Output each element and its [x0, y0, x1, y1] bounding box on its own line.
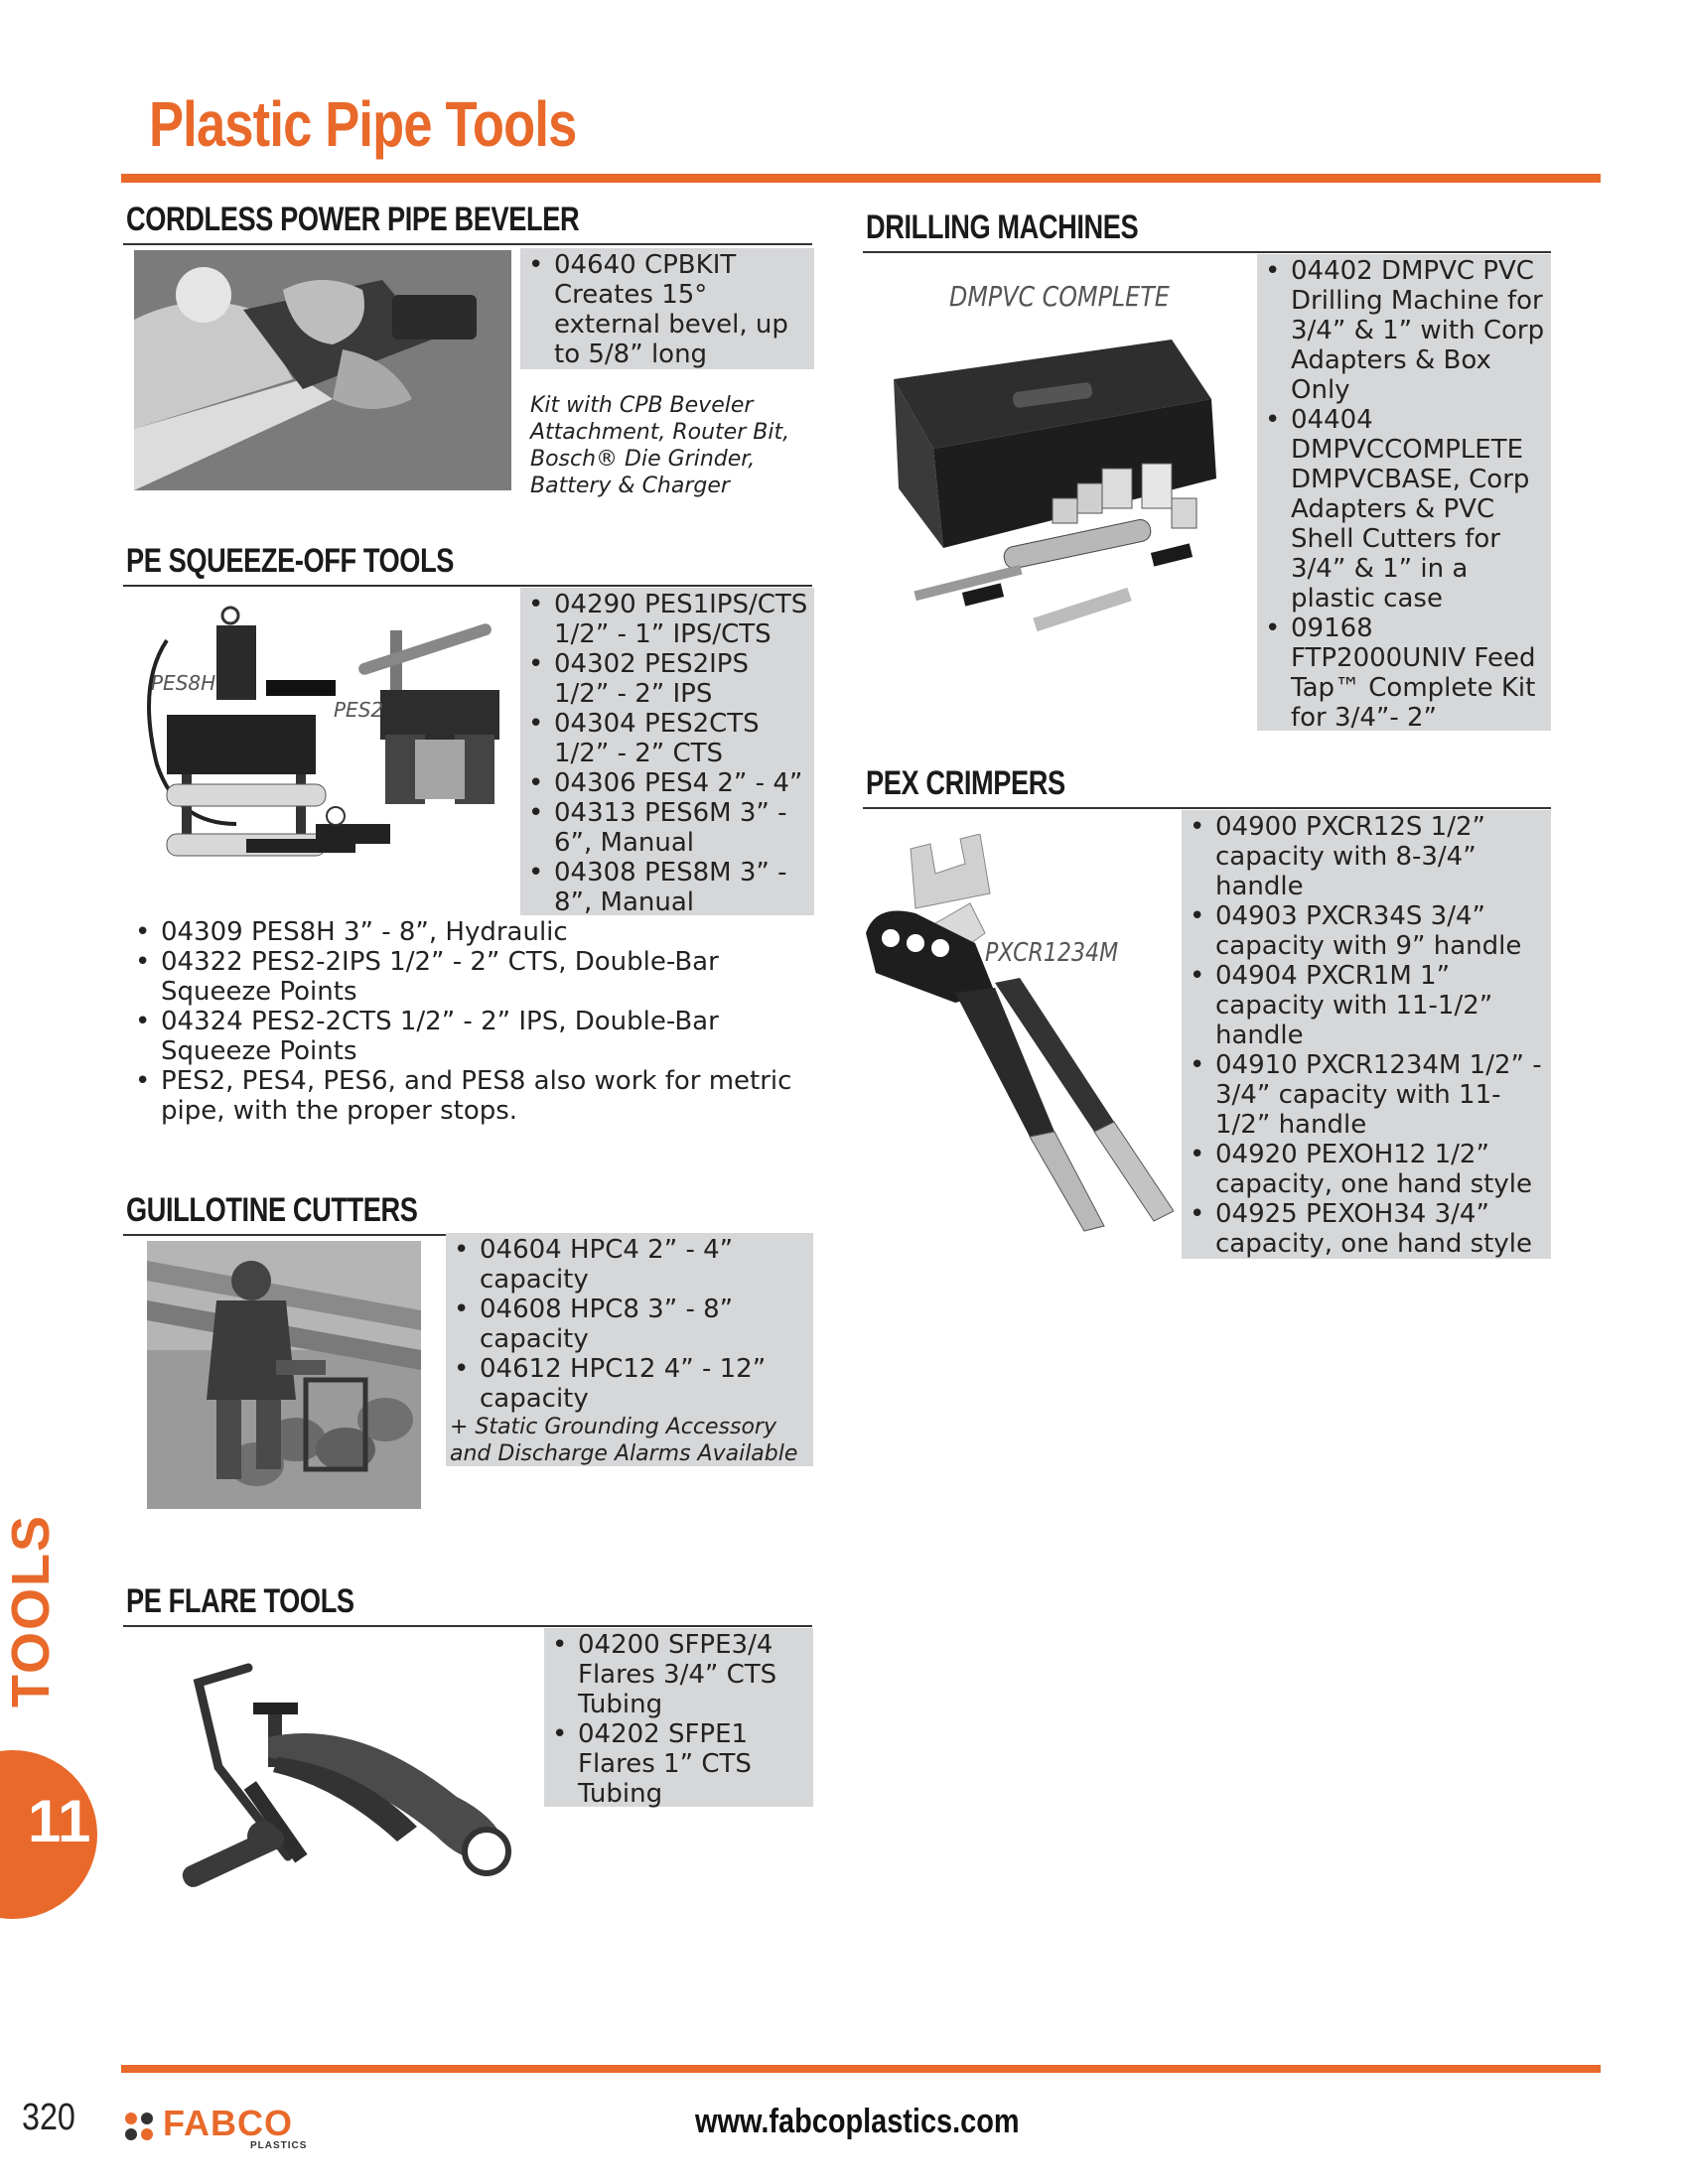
list-item: • 04322 PES2-2IPS 1/2” - 2” CTS, Double-Bar Squeeze Points: [127, 947, 812, 1007]
squeeze-heading: PE SQUEEZE-OFF TOOLS: [126, 542, 455, 580]
pex-photo: [856, 834, 1174, 1241]
beveler-rule: [123, 243, 812, 245]
pes8h-label: PES8H: [151, 671, 216, 695]
squeeze-photo: [127, 596, 516, 874]
drilling-heading: DRILLING MACHINES: [866, 208, 1139, 246]
list-item: • 04302 PES2IPS 1/2” - 2” IPS: [520, 649, 808, 709]
drilling-photo: [874, 260, 1241, 657]
beveler-box: [520, 248, 814, 369]
list-item: • 04604 HPC4 2” - 4” capacity: [446, 1235, 807, 1295]
beveler-note: Kit with CPB Beveler Attachment, Router Bit, Bosch® Die Grinder, Battery & Charger: [530, 393, 790, 498]
list-item: • 04402 DMPVC PVC Drilling Machine for 3/4” & 1” with Corp Adapters & Box Only: [1257, 256, 1545, 405]
list-item: • 04200 SFPE3/4 Flares 3/4” CTS Tubing: [544, 1630, 807, 1719]
list-item: • PES2, PES4, PES6, and PES8 also work for metric pipe, with the proper stops.: [127, 1066, 812, 1126]
pxcr-label: PXCR1234M: [985, 938, 1119, 968]
drilling-rule: [863, 251, 1551, 253]
list-item: • 04920 PEXOH12 1/2” capacity, one hand style: [1182, 1140, 1545, 1199]
flare-box: [544, 1628, 813, 1807]
side-tab-label: TOOLS: [1, 1513, 61, 1707]
list-item: • 04904 PXCR1M 1” capacity with 11-1/2” handle: [1182, 961, 1545, 1050]
list-item: • 04903 PXCR34S 3/4” capacity with 9” handle: [1182, 901, 1545, 961]
logo-subtext: PLASTICS: [250, 2140, 308, 2151]
squeeze-box: [520, 588, 814, 915]
list-item: • 04308 PES8M 3” - 8”, Manual: [520, 858, 808, 917]
beveler-heading: CORDLESS POWER PIPE BEVELER: [126, 201, 580, 238]
list-item: • 04202 SFPE1 Flares 1” CTS Tubing: [544, 1719, 807, 1809]
list-item: • 04304 PES2CTS 1/2” - 2” CTS: [520, 709, 808, 768]
pex-rule: [863, 807, 1551, 809]
dmpvc-label: DMPVC COMPLETE: [949, 280, 1170, 313]
page-title: Plastic Pipe Tools: [149, 88, 577, 160]
list-item: • 04306 PES4 2” - 4”: [520, 768, 808, 798]
flare-rule: [123, 1625, 812, 1627]
squeeze-rule: [123, 585, 812, 587]
list-item: • 04608 HPC8 3” - 8” capacity: [446, 1295, 807, 1354]
side-tab-number: 11: [28, 1788, 91, 1854]
list-item: • 04925 PEXOH34 3/4” capacity, one hand style: [1182, 1199, 1545, 1259]
logo-text: FABCO: [163, 2103, 293, 2143]
drilling-box: [1257, 254, 1551, 731]
list-item: • 04612 HPC12 4” - 12” capacity: [446, 1354, 807, 1414]
guillotine-photo: [147, 1241, 421, 1509]
list-item: • 04900 PXCR12S 1/2” capacity with 8-3/4” handle: [1182, 812, 1545, 901]
list-item: • 04309 PES8H 3” - 8”, Hydraulic: [127, 917, 812, 947]
flare-heading: PE FLARE TOOLS: [126, 1582, 354, 1620]
pes2-label: PES2: [334, 698, 384, 722]
pex-box: [1182, 810, 1551, 1259]
list-item: • 09168 FTP2000UNIV Feed Tap™ Complete Kit for 3/4”- 2”: [1257, 614, 1545, 733]
footer-rule: [121, 2065, 1601, 2073]
flare-photo: [159, 1648, 526, 1908]
list-item: • 04640 CPBKIT Creates 15° external bevel, up to 5/8” long: [520, 250, 806, 369]
list-item: • 04313 PES6M 3” - 6”, Manual: [520, 798, 808, 858]
list-item: • 04324 PES2-2CTS 1/2” - 2” IPS, Double-Bar Squeeze Points: [127, 1007, 812, 1066]
pex-heading: PEX CRIMPERS: [866, 764, 1065, 802]
squeeze-more-list: [127, 917, 812, 1126]
list-item: • 04290 PES1IPS/CTS 1/2” - 1” IPS/CTS: [520, 590, 808, 649]
title-rule: [121, 174, 1601, 183]
guillotine-box: [446, 1233, 813, 1466]
page-number: 320: [22, 2097, 75, 2138]
logo-mark-icon: [121, 2107, 161, 2146]
fabco-logo: [121, 2103, 320, 2152]
beveler-photo: [134, 250, 511, 490]
list-item: • 04404 DMPVCCOMPLETE DMPVCBASE, Corp Adapters & PVC Shell Cutters for 3/4” & 1” in a plastic case: [1257, 405, 1545, 614]
guillotine-note: + Static Grounding Accessory and Discharge Alarms Available: [450, 1415, 798, 1466]
website-link[interactable]: www.fabcoplastics.com: [695, 2103, 1020, 2140]
guillotine-heading: GUILLOTINE CUTTERS: [126, 1191, 418, 1229]
list-item: • 04910 PXCR1234M 1/2” - 3/4” capacity with 11-1/2” handle: [1182, 1050, 1545, 1140]
